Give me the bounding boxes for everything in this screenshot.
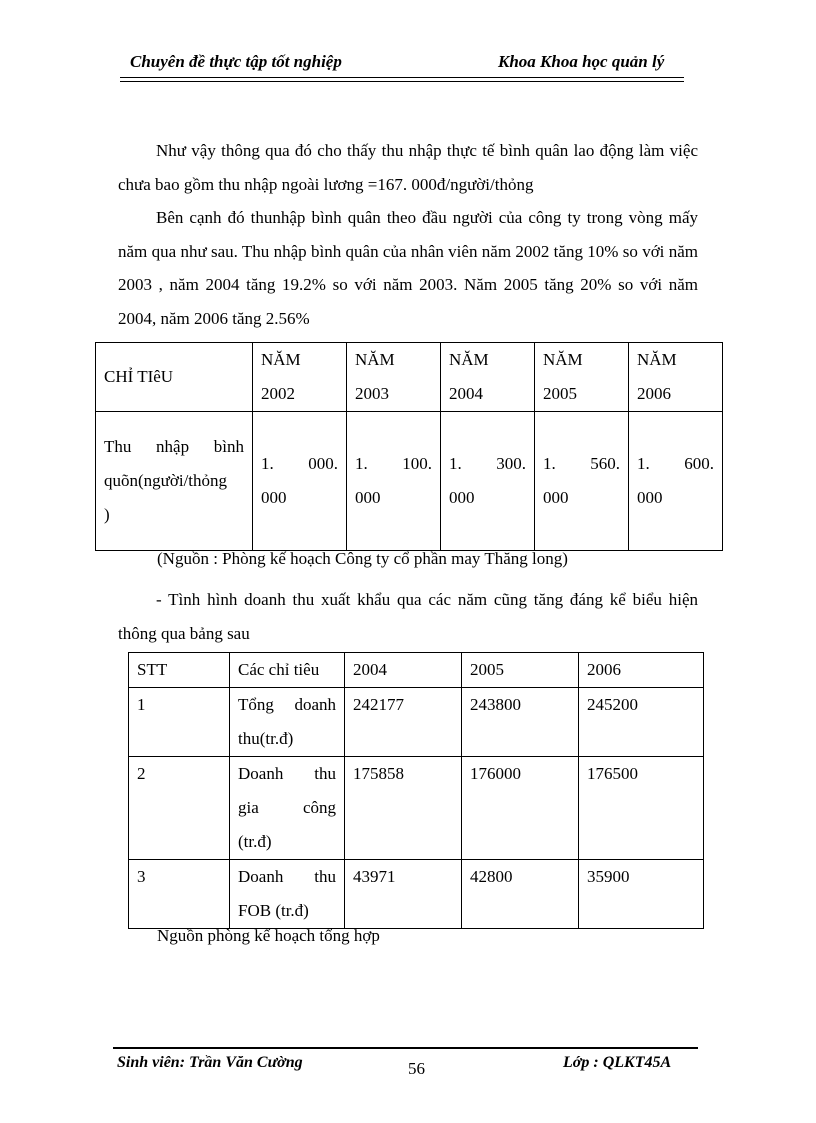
- footer-class: Lớp : QLKT45A: [563, 1054, 672, 1071]
- indicator-cell: Doanh thu gia công (tr.đ): [230, 757, 345, 860]
- stt-cell: 2: [129, 757, 230, 860]
- table-header-row: [129, 653, 704, 688]
- value-cell: 243800: [462, 688, 579, 757]
- row-label-cell: Thu nhập bình quõn(người/thỏng ): [96, 412, 253, 551]
- value-cell: 1. 560. 000: [535, 412, 629, 551]
- value-cell: 1. 600. 000: [629, 412, 723, 551]
- header-right-title: Khoa Khoa học quản lý: [498, 52, 665, 71]
- paragraph-text: Bên cạnh đó thunhập bình quân theo đầu người của công ty trong vòng mấy năm qua như sau. Thu nhập bình quân của nhân viên năm 2002 tăng 10% so với năm 2003 , năm 2004 tăng 19.2% so với năm 2003. Năm 2005 tăng 20% so với năm 2004, năm 2006 tăng 2.56%: [118, 208, 698, 328]
- revenue-table: [128, 652, 704, 929]
- table-header-row: [96, 343, 723, 412]
- value-cell: 1. 100. 000: [347, 412, 441, 551]
- paragraph-income-trend: [118, 201, 698, 335]
- revenue-table-source: Nguồn phòng kế hoạch tổng hợp: [157, 926, 380, 945]
- header-cell: 2005: [462, 653, 579, 688]
- header-left-title: Chuyên đề thực tập tốt nghiệp: [130, 52, 342, 71]
- value-cell: 35900: [579, 860, 704, 929]
- table-row: [129, 860, 704, 929]
- table-row: [129, 757, 704, 860]
- header-cell: Các chỉ tiêu: [230, 653, 345, 688]
- value-cell: 1. 300. 000: [441, 412, 535, 551]
- footer-rule: [113, 1047, 698, 1049]
- table-row: [96, 412, 723, 551]
- income-table: [95, 342, 723, 551]
- value-cell: 1. 000. 000: [253, 412, 347, 551]
- header-cell: 2006: [579, 653, 704, 688]
- value-cell: 242177: [345, 688, 462, 757]
- income-table-source: (Nguồn : Phòng kế hoạch Công ty cổ phần may Thăng long): [157, 549, 568, 568]
- paragraph-text: - Tình hình doanh thu xuất khẩu qua các năm cũng tăng đáng kể biểu hiện thông qua bảng sau: [118, 590, 698, 643]
- stt-cell: 1: [129, 688, 230, 757]
- footer-student-name: Sinh viên: Trần Văn Cường: [117, 1054, 303, 1071]
- header-cell: STT: [129, 653, 230, 688]
- paragraph-text: Như vậy thông qua đó cho thấy thu nhập thực tế bình quân lao động làm việc chưa bao gồm thu nhập ngoài lương =167. 000đ/người/thỏng: [118, 141, 698, 194]
- header-double-rule: [120, 77, 684, 82]
- value-cell: 43971: [345, 860, 462, 929]
- indicator-cell: Tổng doanh thu(tr.đ): [230, 688, 345, 757]
- table-row: [129, 688, 704, 757]
- header-cell: 2004: [345, 653, 462, 688]
- paragraph-export-revenue: [118, 583, 698, 650]
- value-cell: 176000: [462, 757, 579, 860]
- indicator-cell: Doanh thu FOB (tr.đ): [230, 860, 345, 929]
- value-cell: 175858: [345, 757, 462, 860]
- value-cell: 176500: [579, 757, 704, 860]
- header-cell-year: NĂM 2006: [629, 343, 723, 412]
- paragraph-income-summary: [118, 134, 698, 201]
- header-cell-label: CHỈ TIêU: [96, 343, 253, 412]
- value-cell: 42800: [462, 860, 579, 929]
- stt-cell: 3: [129, 860, 230, 929]
- header-cell-year: NĂM 2003: [347, 343, 441, 412]
- header-cell-year: NĂM 2004: [441, 343, 535, 412]
- header-cell-year: NĂM 2002: [253, 343, 347, 412]
- page-number: 56: [408, 1059, 425, 1078]
- value-cell: 245200: [579, 688, 704, 757]
- header-cell-year: NĂM 2005: [535, 343, 629, 412]
